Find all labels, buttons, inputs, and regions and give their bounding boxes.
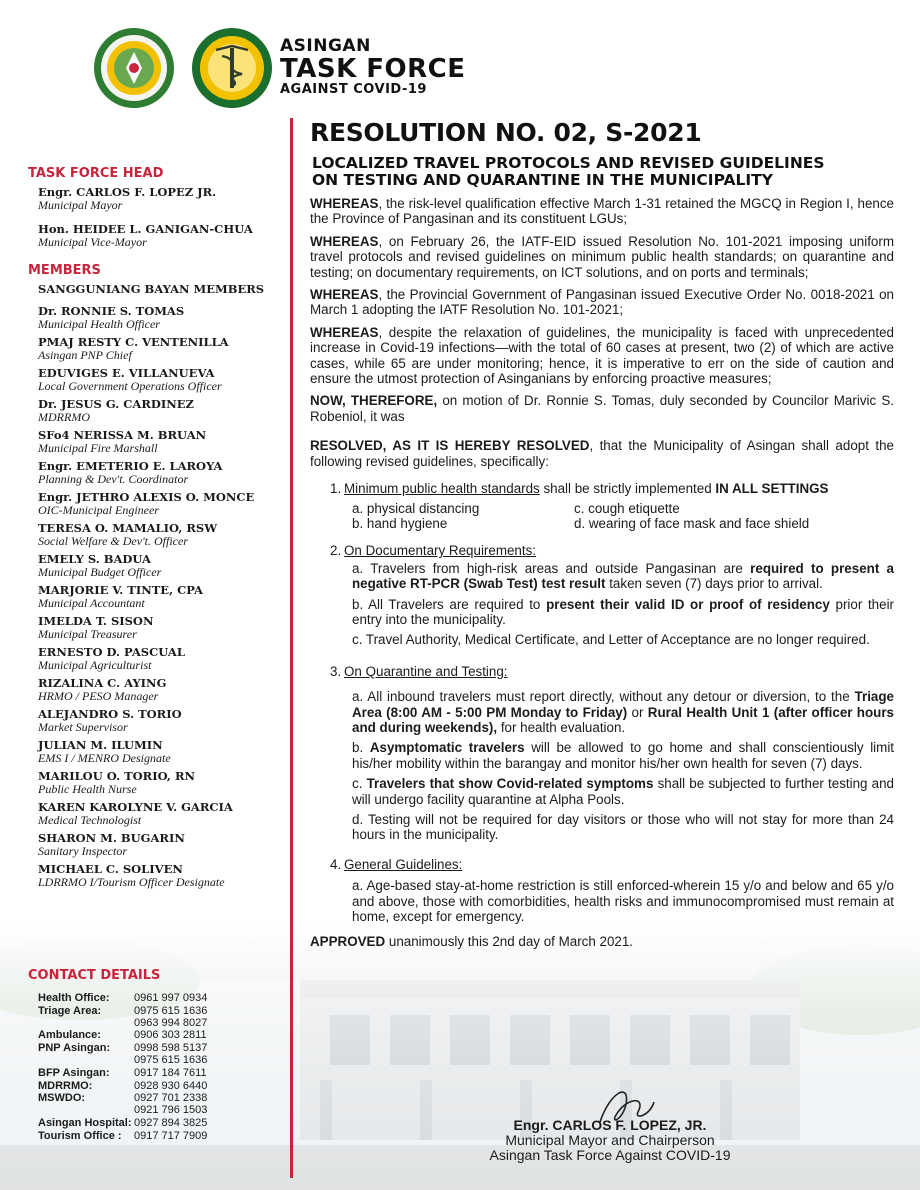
whereas-2: WHEREAS, on February 26, the IATF-EID issued Resolution No. 101-2021 imposing uniform travel protocols and revised guidelines on minimum public health standards; on quarantine and testing; on documentary requirements, on ICT solutions, and on ports and terminals; [310, 233, 894, 280]
person-name: JULIAN M. ILUMIN [38, 738, 163, 752]
person-role: Planning & Dev't. Coordinator [38, 472, 189, 486]
member-entry [38, 521, 278, 548]
contact-row [38, 1006, 278, 1030]
person-name: MARJORIE V. TINTE, CPA [38, 583, 203, 597]
person-role: Municipal Fire Marshall [38, 441, 158, 455]
person-role: Sanitary Inspector [38, 844, 127, 858]
person-name: ERNESTO D. PASCUAL [38, 645, 185, 659]
person-name: MARILOU O. TORIO, RN [38, 769, 196, 783]
resolution-body [310, 118, 894, 950]
person-role: HRMO / PESO Manager [38, 689, 159, 703]
member-entry [38, 552, 278, 579]
person-role: Market Supervisor [38, 720, 128, 734]
health-standards-list [352, 501, 894, 532]
guideline-2c: c. Travel Authority, Medical Certificate, and Letter of Acceptance are no longer required. [352, 632, 870, 648]
member-entry [38, 831, 278, 858]
resolution-title: RESOLUTION NO. 02, S-2021 [310, 118, 702, 147]
person-role: OIC-Municipal Engineer [38, 503, 159, 517]
contact-label: Ambulance: [38, 1029, 101, 1042]
person-name: SHARON M. BUGARIN [38, 831, 185, 845]
person-role: Municipal Health Officer [38, 317, 160, 331]
contact-row [38, 1131, 278, 1143]
signatory-title-2: Asingan Task Force Against COVID-19 [489, 1147, 731, 1163]
person-name: EMELY S. BADUA [38, 552, 151, 566]
member-entry [38, 366, 278, 393]
signatory-title-1: Municipal Mayor and Chairperson [505, 1132, 715, 1148]
contact-number: 0906 303 2811 [134, 1029, 207, 1042]
contact-row [38, 1118, 278, 1130]
person-role: Social Welfare & Dev't. Officer [38, 534, 188, 548]
member-entry [38, 769, 278, 796]
approved-statement: APPROVED unanimously this 2nd day of March 2021. [310, 934, 634, 950]
contact-number: 0975 615 1636 [134, 1004, 208, 1017]
contact-row [38, 1093, 278, 1117]
health-office-seal-icon [192, 28, 272, 108]
contact-row [38, 1030, 278, 1042]
person-name: Engr. CARLOS F. LOPEZ JR. [38, 185, 217, 199]
task-force-title [280, 36, 466, 97]
person-name: TERESA O. MAMALIO, RSW [38, 521, 218, 535]
person-name: KAREN KAROLYNE V. GARCIA [38, 800, 233, 814]
person-role: EMS I / MENRO Designate [38, 751, 171, 765]
whereas-3: WHEREAS, the Provincial Government of Pangasinan issued Executive Order No. 0018-2021 on March 1 adopting the IATF Resolution No. 101-2021; [310, 287, 894, 318]
standard-b: b. hand hygiene [352, 515, 448, 531]
person-role: Local Government Operations Officer [38, 379, 222, 393]
signatory-name: Engr. CARLOS F. LOPEZ, JR. [513, 1117, 707, 1133]
person-role: Municipal Mayor [38, 198, 123, 212]
member-entry [38, 676, 278, 703]
title-line-3: AGAINST COVID-19 [280, 82, 427, 97]
person-name: Engr. JETHRO ALEXIS O. MONCE [38, 490, 255, 504]
contact-label: Triage Area: [38, 1004, 102, 1017]
member-entry [38, 583, 278, 610]
member-entry [38, 862, 278, 889]
guideline-3a: a. All inbound travelers must report directly, without any detour or diversion, to the Triage Area (8:00 AM - 5:00 PM Monday to Friday) or Rural Health Unit 1 (after officer hours and during weekends), for health evaluation. [352, 689, 895, 735]
now-therefore: NOW, THEREFORE, on motion of Dr. Ronnie S. Tomas, duly seconded by Councilor Marivic S. Robeniol, it was [310, 393, 894, 424]
member-entry [38, 304, 278, 331]
person-role: Municipal Budget Officer [38, 565, 162, 579]
person-role: LDRRMO I/Tourism Officer Designate [38, 875, 225, 889]
resolved-clause: RESOLVED, AS IT IS HEREBY RESOLVED, that the Municipality of Asingan shall adopt the following revised guidelines, specifically: [310, 438, 894, 469]
whereas-1: WHEREAS, the risk-level qualification effective March 1-31 retained the MGCQ in Region I, hence the Province of Pangasinan and its constituent LGUs; [310, 196, 894, 227]
contact-label: Asingan Hospital: [38, 1116, 132, 1129]
guideline-1: 1. Minimum public health standards shall be strictly implemented IN ALL SETTINGS [330, 481, 829, 497]
person-name: PMAJ RESTY C. VENTENILLA [38, 335, 229, 349]
contact-row [38, 993, 278, 1005]
whereas-4: WHEREAS, despite the relaxation of guidelines, the municipality is faced with unprecedented increase in Covid-19 infections—with the total of 60 cases at present, two (2) of which are active cases, while 65 are under monitoring; hence, it is imperative to err on the side of caution and ensure the utmost protection of Asinganians by enforcing proactive measures; [310, 324, 894, 387]
person-role: Municipal Accountant [38, 596, 145, 610]
title-line-2: TASK FORCE [280, 54, 466, 84]
guideline-2b: b. All Travelers are required to present their valid ID or proof of residency prior their entry into the municipality. [352, 596, 895, 627]
person-name: MICHAEL C. SOLIVEN [38, 862, 183, 876]
member-entry [38, 800, 278, 827]
contact-label: PNP Asingan: [38, 1042, 111, 1055]
contact-number: 0998 598 5137 [134, 1042, 208, 1055]
person-name: ALEJANDRO S. TORIO [38, 707, 182, 721]
guideline-3: 3. On Quarantine and Testing: [330, 663, 508, 679]
contact-label: Health Office: [38, 992, 110, 1004]
guidelines-list [330, 481, 894, 924]
member-entry [38, 335, 278, 362]
guideline-3b: b. Asymptomatic travelers will be allowed to go home and shall conscientiously limit his/her mobility within the barangay and monitor his/her own health for seven (7) days. [352, 740, 895, 771]
person-name: IMELDA T. SISON [38, 614, 154, 628]
guideline-4a: a. Age-based stay-at-home restriction is still enforced-wherein 15 y/o and below and 65 y/o and above, those with comorbidities, health risks and immunocompromised must remain at home, except for emergency. [352, 878, 894, 925]
member-entry [38, 459, 278, 486]
contact-row [38, 1068, 278, 1080]
person-role: Medical Technologist [38, 813, 142, 827]
standard-c: c. cough etiquette [574, 500, 680, 516]
person-role: MDRRMO [38, 410, 90, 424]
header-logos [92, 26, 278, 115]
vertical-divider [290, 118, 293, 1178]
contact-number: 0917 717 7909 [134, 1129, 208, 1142]
guideline-3c: c. Travelers that show Covid-related symptoms shall be subjected to further testing and will undergo facility quarantine at Alpha Pools. [352, 776, 895, 807]
member-entry [38, 645, 278, 672]
person-name: RIZALINA C. AYING [38, 676, 167, 690]
contact-number: 0927 701 2338 [134, 1092, 208, 1105]
person-role: Public Health Nurse [38, 782, 137, 796]
standard-d: d. wearing of face mask and face shield [574, 515, 810, 531]
contact-row [38, 1081, 278, 1093]
person-role: Asingan PNP Chief [38, 348, 132, 362]
person-name: EDUVIGES E. VILLANUEVA [38, 366, 215, 380]
task-force-head-entry [38, 185, 278, 212]
contact-details-heading: CONTACT DETAILS [28, 968, 161, 983]
signature-icon [590, 1082, 660, 1132]
task-force-head-heading: TASK FORCE HEAD [28, 166, 164, 181]
contact-number: 0975 615 1636 [134, 1053, 208, 1066]
member-entry [38, 490, 278, 517]
person-role: Municipal Vice-Mayor [38, 235, 147, 249]
guideline-2a: a. Travelers from high-risk areas and outside Pangasinan are required to present a negative RT-PCR (Swab Test) test result taken seven (7) days prior to arrival. [352, 560, 894, 592]
contact-number: 0928 930 6440 [134, 1079, 208, 1092]
person-name: Dr. RONNIE S. TOMAS [38, 304, 185, 318]
contact-label: Tourism Office : [38, 1129, 122, 1142]
person-role: Municipal Agriculturist [38, 658, 152, 672]
sb-members-label: SANGGUNIANG BAYAN MEMBERS [38, 282, 265, 296]
contact-number: 0917 184 7611 [134, 1066, 207, 1079]
member-entry [38, 707, 278, 734]
person-name: Hon. HEIDEE L. GANIGAN-CHUA [38, 222, 253, 236]
person-name: Dr. JESUS G. CARDINEZ [38, 397, 194, 411]
guideline-2: 2. On Documentary Requirements: [330, 543, 537, 559]
subtitle-line-2: ON TESTING AND QUARANTINE IN THE MUNICIPALITY [312, 171, 773, 189]
resolution-subtitle [312, 155, 894, 189]
contact-row [38, 1043, 278, 1067]
person-name: SFo4 NERISSA M. BRUAN [38, 428, 207, 442]
members-heading: MEMBERS [28, 263, 101, 278]
guideline-3d: d. Testing will not be required for day visitors or those who will not stay for more than 24 hours in the municipality. [352, 812, 894, 843]
sidebar [28, 166, 278, 893]
contact-label: BFP Asingan: [38, 1066, 110, 1079]
guideline-4: 4. General Guidelines: [330, 856, 463, 872]
contact-label: MDRRMO: [38, 1079, 93, 1092]
contact-number: 0961 997 0934 [134, 992, 208, 1004]
title-line-1: ASINGAN [280, 36, 371, 56]
subtitle-line-1: LOCALIZED TRAVEL PROTOCOLS AND REVISED GUIDELINES [312, 154, 825, 172]
contact-number: 0927 894 3825 [134, 1116, 208, 1129]
member-entry [38, 428, 278, 455]
standard-a: a. physical distancing [352, 500, 480, 516]
person-role: Municipal Treasurer [38, 627, 137, 641]
member-entry [38, 614, 278, 641]
person-name: Engr. EMETERIO E. LAROYA [38, 459, 223, 473]
contact-number: 0921 796 1503 [134, 1104, 208, 1117]
municipality-seal-icon [94, 28, 174, 108]
contact-details [28, 968, 278, 1144]
contact-number: 0963 994 8027 [134, 1016, 208, 1029]
member-entry [38, 397, 278, 424]
task-force-head-entry [38, 222, 278, 249]
contact-label: MSWDO: [38, 1092, 86, 1105]
member-entry [38, 738, 278, 765]
